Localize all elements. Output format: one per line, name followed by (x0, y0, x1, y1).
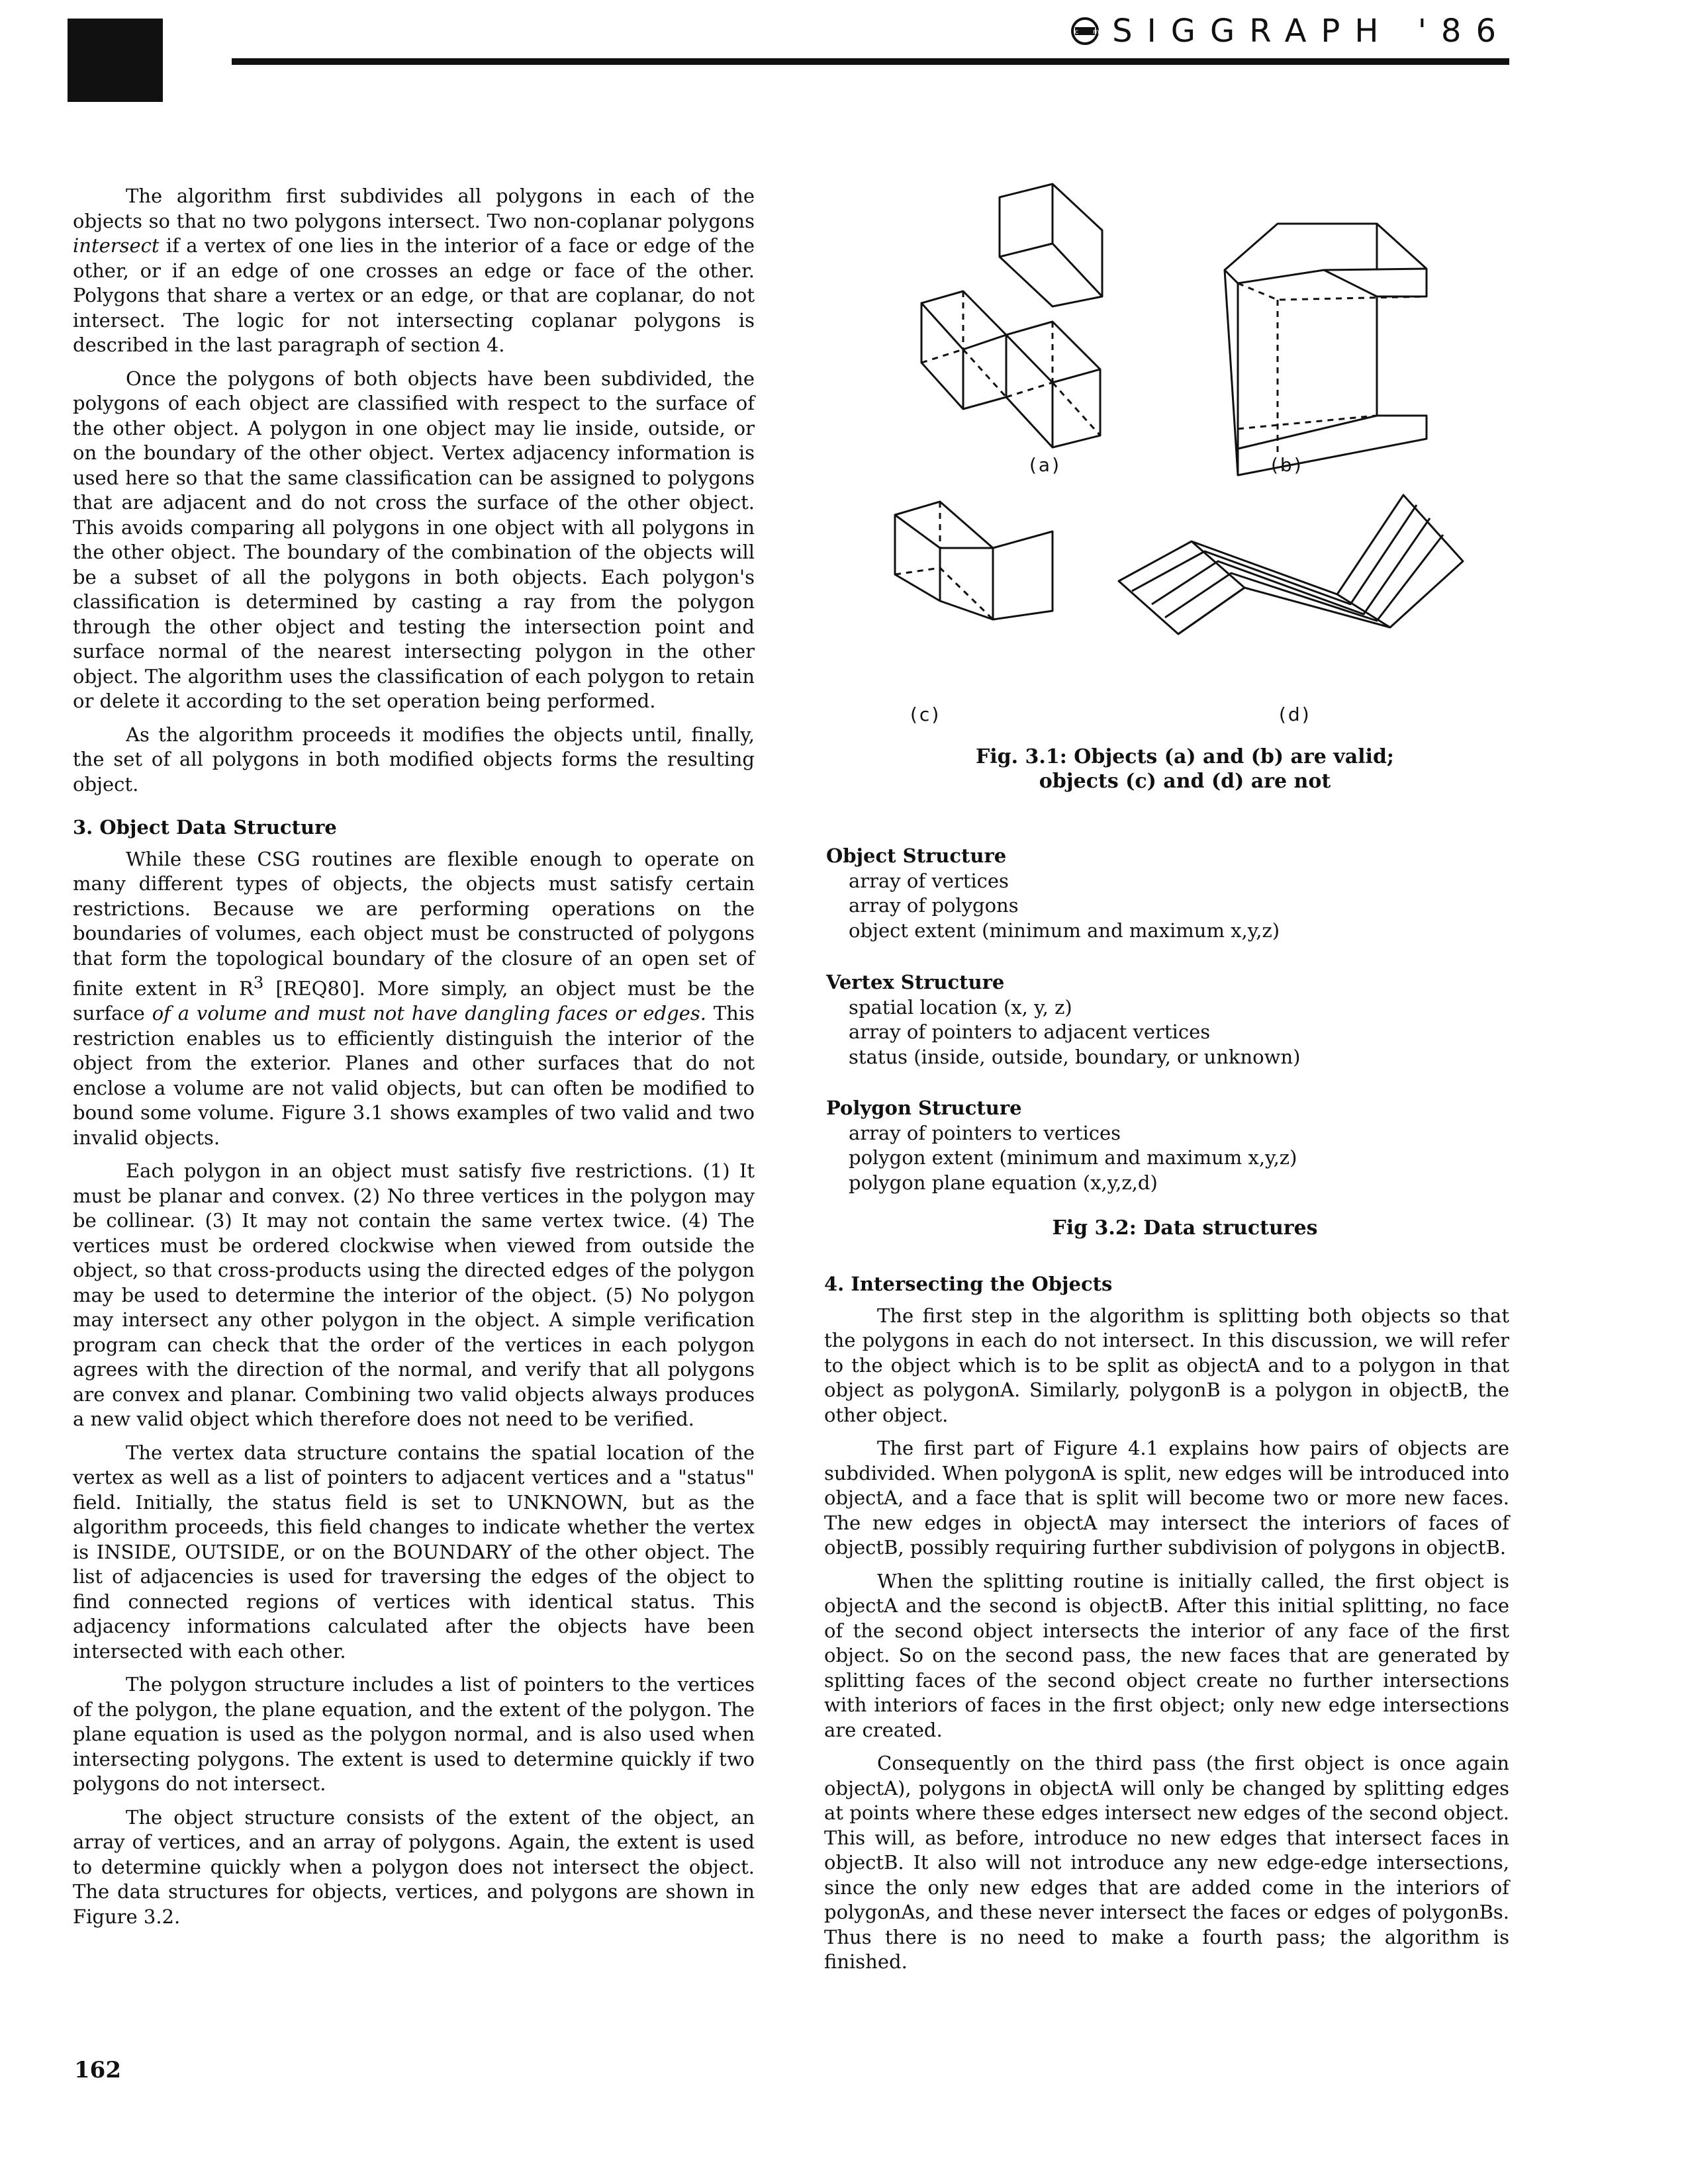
polygon-structure-item: polygon plane equation (x,y,z,d) (849, 1171, 1158, 1194)
figure-3-1-caption: Fig. 3.1: Objects (a) and (b) are valid; objects (c) and (d) are not (975, 745, 1395, 793)
section-4-heading: 4. Intersecting the Objects (824, 1273, 1113, 1295)
paragraph-result: As the algorithm proceeds it modifies the objects until, finally, the set of all polygons in both modified objects forms the resulting object. (73, 723, 755, 796)
acm-logo-icon (1056, 16, 1114, 46)
figure-d-drawing (1112, 495, 1496, 660)
figure-b-drawing (1211, 210, 1489, 469)
vertex-structure-block (826, 970, 1300, 1069)
paragraph-restrictions: While these CSG routines are flexible enough to operate on many different types of objects, the objects must satisfy certain restrictions. Because we are performing operations on the boundaries of volumes, each object must be constructed of polygons that form the topological boundary of the closure of an open set of finite extent in $R^3$ [REQ80]. More simply, an object must be the surface of a volume and must not have dangling faces or edges. This restriction enables us to efficiently distinguish the interior of the object from the exterior. Planes and other surfaces that do not enclose a volume are not valid objects, but can often be modified to bound some volume. Figure 3.1 shows examples of two valid and two invalid objects. (73, 847, 755, 1149)
corner-black-block (68, 19, 163, 102)
svg-text:acm: acm (1056, 28, 1114, 36)
paragraph-figure-4-1: The first part of Figure 4.1 explains how pairs of objects are subdivided. When polygonA is split, new edges will be introduced into objectA, and a face that is split will become two or more new faces. The new edges in objectA may intersect the interiors of faces of objectB, possibly requiring further subdivision of polygons in objectB. (824, 1437, 1509, 1559)
vertex-structure-title: Vertex Structure (826, 971, 1005, 993)
paragraph-polygon-structure: The polygon structure includes a list of pointers to the vertices of the polygon, the plane equation, and the extent of the polygon. The plane equation is used as the polygon normal, and is also used when intersecting polygons. The extent is used to determine quickly if two polygons do not intersect. (73, 1673, 755, 1796)
paragraph-second-pass: When the splitting routine is initially called, the first object is objectA and the second is objectB. After this initial splitting, no face of the second object intersects the interior of any face of the first object. So on the second pass, the new faces that are generated by splitting faces of the second object create no further intersections with interiors of faces in the first object; only new edge intersections are created. (824, 1569, 1509, 1741)
section-3-heading: 3. Object Data Structure (73, 816, 337, 839)
paragraph-classification: Once the polygons of both objects have been subdivided, the polygons of each object are classified with respect to the surface of the other object. A polygon in one object may lie inside, outside, or on the boundary of the other object. Vertex adjacency information is used here so that the same classification can be assigned to polygons that are adjacent and do not cross the surface of the other object. This avoids comparing all polygons in one object with all polygons in the other object. The boundary of the combination of the objects will be a subset of all the polygons in both objects. Each polygon's classification is determined by casting a ray from the polygon through the other object and testing the intersection point and surface normal of the nearest intersecting polygon in the other object. The algorithm uses the classification of each polygon to retain or delete it according to the set operation being performed. (73, 367, 755, 712)
figure-label-d: (d) (1279, 704, 1311, 725)
vertex-structure-item: spatial location (x, y, z) (849, 995, 1072, 1019)
figure-label-a: (a) (1029, 454, 1062, 476)
paragraph-vertex-structure: The vertex data structure contains the spatial location of the vertex as well as a list of pointers to adjacent vertices and a "status" field. Initially, the status field is set to UNKNOWN, but as the algorithm proceeds, this field changes to indicate whether the vertex is INSIDE, OUTSIDE, or on the BOUNDARY of the other object. The list of adjacencies is used for traversing the edges of the object to find connected regions of vertices with identical status. This adjacency informations calculated after the objects have been intersected with each other. (73, 1441, 755, 1662)
object-structure-item: array of vertices (849, 869, 1009, 892)
paragraph-splitting: The first step in the algorithm is splitting both objects so that the polygons in each do not intersect. In this discussion, we will refer to the object which is to be split as objectA and to a polygon in that object as polygonA. Similarly, polygonB is a polygon in objectB, the other object. (824, 1304, 1509, 1426)
object-structure-item: array of polygons (849, 894, 1019, 917)
object-structure-block (826, 844, 1280, 943)
polygon-structure-item: array of pointers to vertices (849, 1121, 1121, 1144)
object-structure-title: Object Structure (826, 844, 1007, 867)
vertex-structure-item: status (inside, outside, boundary, or unknown) (849, 1045, 1301, 1068)
running-header (1056, 8, 1511, 54)
figure-label-b: (b) (1271, 454, 1303, 476)
object-structure-item: object extent (minimum and maximum x,y,z) (849, 919, 1280, 942)
polygon-structure-item: polygon extent (minimum and maximum x,y,z) (849, 1146, 1297, 1169)
right-column (824, 1272, 1509, 1975)
paragraph-object-structure: The object structure consists of the extent of the object, an array of vertices, and an array of polygons. Again, the extent is used to determine quickly when a polygon does not intersect the object. The data structures for objects, vertices, and polygons are shown in Figure 3.2. (73, 1805, 755, 1928)
figure-3-2-caption: Fig 3.2: Data structures (1052, 1216, 1318, 1240)
paragraph-third-pass: Consequently on the third pass (the first object is once again objectA), polygons in objectA will only be changed by splitting edges at points where these edges intersect new edges of the second object. This will, as before, introduce no new edges that intersect faces in objectB. It also will not introduce any new edge-edge intersections, since the only new edges that are added come in the interiors of polygonAs, and these never intersect the faces or edges of polygonBs. Thus there is no need to make a fourth pass; the algorithm is finished. (824, 1752, 1509, 1973)
figure-label-c: (c) (910, 704, 941, 725)
polygon-structure-block (826, 1096, 1297, 1195)
paragraph-subdivision: The algorithm first subdivides all polygons in each of the objects so that no two polygons intersect. Two non-coplanar polygons intersect if a vertex of one lies in the interior of a face or edge of the other, or if an edge of one crosses an edge or face of the other. Polygons that share a vertex or an edge, or that are coplanar, do not intersect. The logic for not intersecting coplanar polygons is described in the last paragraph of section 4. (73, 185, 755, 356)
header-title: SIGGRAPH '86 (1112, 13, 1511, 50)
figure-a-drawing (887, 184, 1192, 462)
vertex-structure-item: array of pointers to adjacent vertices (849, 1021, 1211, 1043)
figure-3-1 (887, 184, 1503, 727)
polygon-structure-title: Polygon Structure (826, 1097, 1022, 1119)
paragraph-polygon-restrictions: Each polygon in an object must satisfy five restrictions. (1) It must be planar and convex. (2) No three vertices in the polygon may be collinear. (3) It may not contain the same vertex twice. (4) The vertices must be ordered clockwise when viewed from outside the object, so that cross-products using the directed edges of the polygon may be used to determine the interior of the object. (5) No polygon may intersect any other polygon in the object. A simple verification program can check that the order of the vertices in each polygon agrees with the direction of the normal, and verify that all polygons are convex and planar. Combining two valid objects always produces a new valid object which therefore does not need to be verified. (73, 1160, 755, 1431)
left-column (73, 184, 755, 1929)
header-rule (232, 58, 1509, 65)
page-number: 162 (74, 2057, 121, 2083)
